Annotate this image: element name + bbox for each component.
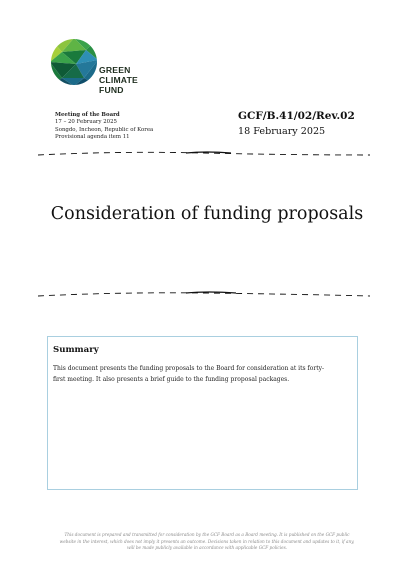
meeting-info <box>55 112 153 142</box>
summary-text <box>53 364 351 385</box>
document-date: 18 February 2025 <box>238 126 326 137</box>
summary-line-2: first meeting. It also presents a brief guide to the funding proposal packages. <box>53 375 290 383</box>
summary-line-1: This document presents the funding proposals to the Board for consideration at its forty- <box>53 365 325 372</box>
meeting-dates: 17 – 20 February 2025 <box>55 119 117 126</box>
logo-word-green: GREEN <box>99 65 131 75</box>
footer-disclaimer <box>45 532 369 552</box>
bottom-divider <box>36 290 372 298</box>
summary-heading: Summary <box>53 345 99 355</box>
logo-word-fund: FUND <box>99 84 124 95</box>
meeting-agenda: Provisional agenda item 11 <box>55 134 130 141</box>
document-reference: GCF/B.41/02/Rev.02 <box>238 110 355 122</box>
gcf-logo-globe-icon <box>50 38 98 86</box>
summary-box <box>47 336 358 490</box>
logo-wordmark <box>99 66 138 95</box>
logo-word-climate: CLIMATE <box>99 74 138 85</box>
document-title: Consideration of funding proposals <box>50 204 364 224</box>
footer-line-2: website in the interest, which does not imply it presents an outcome. Decisions taken in relation to this document and updates to it, if any, <box>59 538 355 544</box>
meeting-location: Songdo, Incheon, Republic of Korea <box>55 126 154 133</box>
meeting-title: Meeting of the Board <box>55 112 120 118</box>
footer-line-1: This document is prepared and transmitted for consideration by the GCF Board as a Board meeting. It is published on the GCF public <box>64 532 350 537</box>
footer-line-3: will be made publicly available in accordance with applicable GCF policies. <box>126 545 288 551</box>
top-divider <box>36 150 372 158</box>
